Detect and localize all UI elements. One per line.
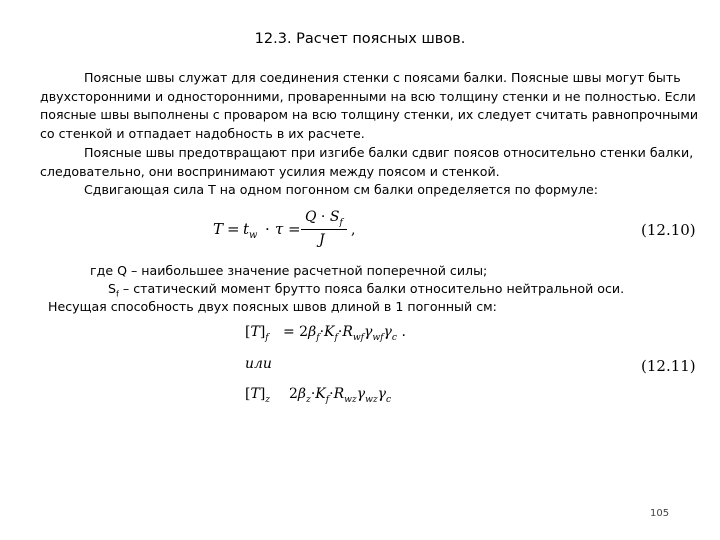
- paragraph-welds-purpose: Поясные швы служат для соединения стенки с поясами балки. Поясные швы могут быть двухсторонними и односторонними, проваренными на всю толщину стенки и не полностью. Если поясные швы выполнены с проваром на всю толщину стенки, их следует считать равнопрочными со стенкой и отпадает надобность в их расчете.: [40, 70, 699, 142]
- where-q-line: где Q – наибольшее значение расчетной поперечной силы;: [90, 263, 488, 278]
- paragraph-shear-force: Сдвигающая сила Т на одном погонном см балки определяется по формуле:: [84, 182, 599, 198]
- where-s-text: – статический момент брутто пояса балки относительно нейтральной оси.: [118, 281, 625, 296]
- formula-12-10-number: (12.10): [641, 221, 696, 239]
- page-title: 12.3. Расчет поясных швов.: [254, 31, 466, 47]
- where-s-symbol: S: [108, 281, 116, 296]
- body-text: [40, 69, 710, 200]
- formula-12-10: T = $t_w$ · τ = $Q \cdot S_f$ J ,: [213, 209, 356, 248]
- formula-or-word: или: [245, 356, 272, 372]
- formula-12-11: $[T]_f$ = $2\beta_f\cdot K_f\cdot R_{wf}\gamma_{wf}\gamma_c$ . или $[T]_z$ $2\beta_z\cdot K_f\cdot R_{wz}\gamma_{wz}\gamma_c$: [245, 324, 406, 405]
- page-number: 105: [650, 508, 670, 519]
- paragraph-welds-shear: Поясные швы предотвращают при изгибе балки сдвиг поясов относительно стенки балки, следовательно, они воспринимают усилия между поясом и стенкой.: [40, 144, 694, 179]
- where-s-subscript: f: [116, 288, 119, 299]
- formula-12-11-number: (12.11): [641, 357, 696, 375]
- capacity-line: Несущая способность двух поясных швов длиной в 1 погонный см:: [48, 299, 497, 314]
